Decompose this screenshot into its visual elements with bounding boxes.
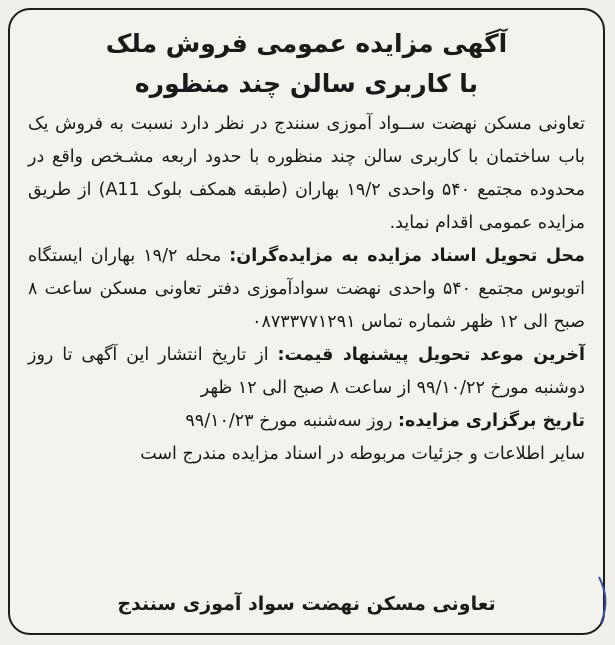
deadline-label: آخرین موعد تحویل پیشنهاد قیمت: — [277, 345, 586, 365]
notice-frame — [8, 8, 605, 635]
notice-content — [28, 24, 585, 623]
notice-title-line2: با کاربری سالن چند منظوره — [134, 69, 479, 98]
auction-date-section — [28, 405, 585, 438]
other-info: سایر اطلاعات و جزئیات مربوطه در اسناد مزایده مندرج است — [140, 444, 585, 464]
delivery-text: محله ۱۹/۲ بهاران ایستگاه اتوبوس مجتمع ۵۴۰ واحدی نهضت سوادآموزی دفتر تعاونی مسکن ساعت ۸ صبح الی ۱۲ ظهر شماره تماس ۰۸۷۳۳۷۷۱۲۹۱ — [28, 246, 585, 332]
notice-footer: تعاونی مسکن نهضت سواد آموزی سنندج — [117, 593, 496, 615]
delivery-label: محل تحویل اسناد مزایده به مزایده‌گران: — [229, 246, 585, 266]
intro-paragraph: تعاونی مسکن نهضت ســواد آموزی سنندج در نظر دارد نسبت به فروش یک باب ساختمان با کاربری سالن چند منظوره با حدود اربعه مشـخص واقع در محدوده مجتمع ۵۴۰ واحدی ۱۹/۲ بهاران (طبقه همکف بلوک A11) از طریق مزایده عمومی اقدام نماید. — [28, 114, 585, 233]
auction-date-label: تاریخ برگزاری مزایده: — [398, 411, 585, 431]
delivery-section — [28, 240, 585, 339]
blue-pen-mark — [597, 575, 611, 625]
notice-title-line1: آگهی مزایده عمومی فروش ملک — [105, 29, 508, 58]
auction-date-text: روز سه‌شنبه مورخ ۹۹/۱۰/۲۳ — [185, 411, 393, 431]
deadline-text: از تاریخ انتشار این آگهی تا روز دوشنبه مورخ ۹۹/۱۰/۲۲ از ساعت ۸ صبح الی ۱۲ ظهر — [28, 345, 585, 398]
deadline-section — [28, 339, 585, 405]
